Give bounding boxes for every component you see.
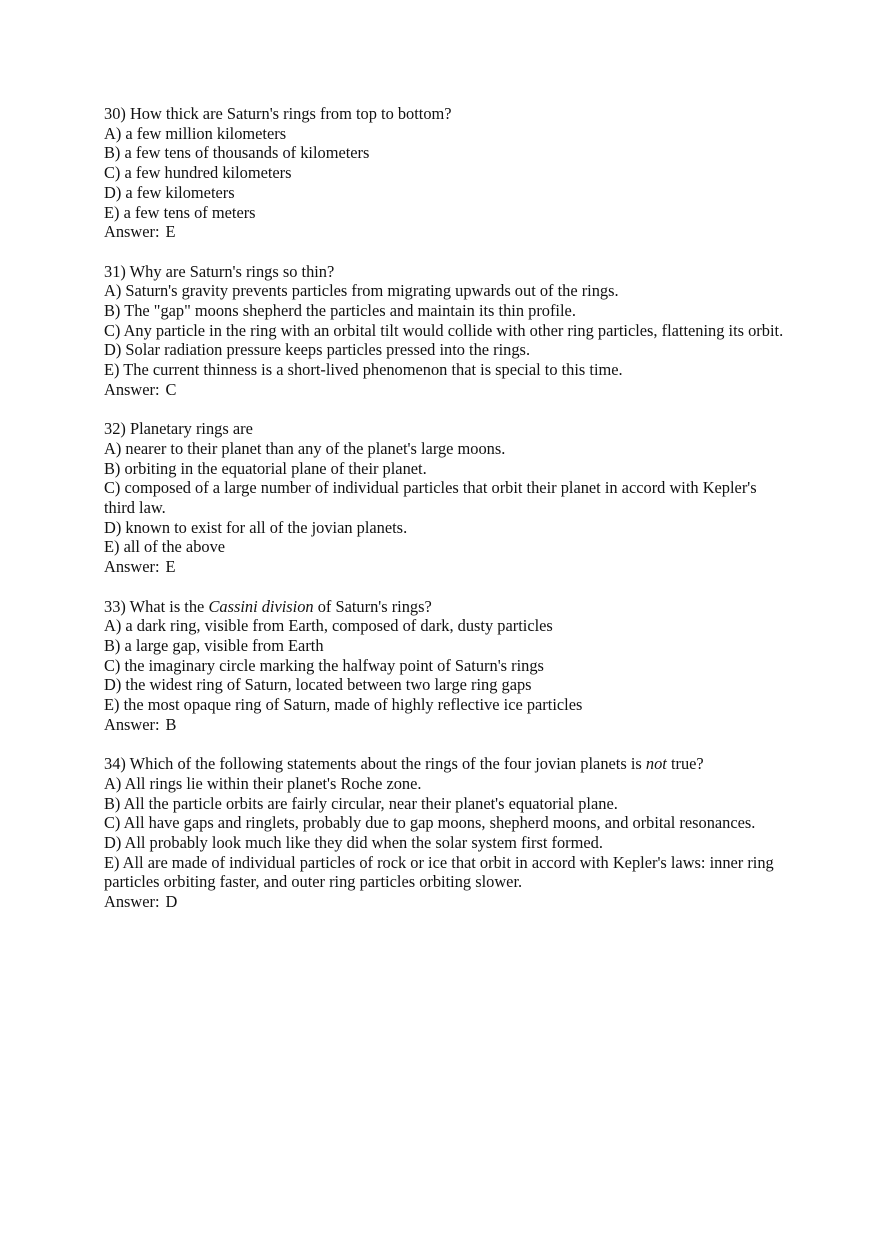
option-c: C) a few hundred kilometers xyxy=(104,163,292,183)
question-list xyxy=(104,104,784,931)
option-d: D) the widest ring of Saturn, located between two large ring gaps xyxy=(104,675,532,695)
question-stem xyxy=(104,262,784,282)
answer-value: C xyxy=(165,379,177,399)
option-a: A) a dark ring, visible from Earth, composed of dark, dusty particles xyxy=(104,616,553,636)
question-stem xyxy=(104,597,784,617)
option-e: E) a few tens of meters xyxy=(104,202,256,222)
question-text: How thick are Saturn's rings from top to bottom? xyxy=(129,104,452,123)
option-d: D) All probably look much like they did when the solar system first formed. xyxy=(104,832,603,852)
question-number: 33) xyxy=(104,596,126,616)
question-text-italic: Cassini division xyxy=(208,596,314,616)
answer-value: E xyxy=(165,557,176,577)
question-30 xyxy=(104,104,784,242)
answer-label: Answer: xyxy=(104,379,160,399)
question-stem xyxy=(104,419,784,439)
question-number: 31) xyxy=(104,261,126,281)
option-d: D) a few kilometers xyxy=(104,182,235,202)
question-stem xyxy=(104,754,784,774)
question-text-after: true? xyxy=(670,754,704,774)
question-31 xyxy=(104,262,784,400)
question-stem xyxy=(104,104,784,124)
question-text: Why are Saturn's rings so thin? xyxy=(129,261,335,281)
option-c: C) All have gaps and ringlets, probably due to gap moons, shepherd moons, and orbital resonances. xyxy=(104,813,756,833)
option-a: A) Saturn's gravity prevents particles from migrating upwards out of the rings. xyxy=(104,281,619,301)
option-a: A) All rings lie within their planet's Roche zone. xyxy=(104,773,422,793)
option-e: E) The current thinness is a short-lived phenomenon that is special to this time. xyxy=(104,360,623,380)
question-text-italic: not xyxy=(645,754,667,774)
answer-value: B xyxy=(165,714,177,734)
question-32 xyxy=(104,419,784,577)
answer-label: Answer: xyxy=(104,714,160,734)
answer-value: E xyxy=(165,222,176,242)
option-c: C) Any particle in the ring with an orbital tilt would collide with other ring particles, flattening its orbit. xyxy=(104,320,784,340)
question-number: 32) xyxy=(104,419,126,439)
option-a: A) a few million kilometers xyxy=(104,123,287,143)
option-a: A) nearer to their planet than any of the planet's large moons. xyxy=(104,438,506,458)
answer-label: Answer: xyxy=(104,222,160,242)
option-d: D) Solar radiation pressure keeps particles pressed into the rings. xyxy=(104,340,531,360)
answer-line xyxy=(104,222,784,242)
question-text-before: Which of the following statements about the rings of the four jovian planets is xyxy=(129,754,642,774)
question-text-before: What is the xyxy=(129,596,205,616)
question-text-after: of Saturn's rings? xyxy=(317,596,432,616)
question-33 xyxy=(104,597,784,735)
option-b: B) The "gap" moons shepherd the particles and maintain its thin profile. xyxy=(104,301,576,321)
answer-label: Answer: xyxy=(104,557,160,577)
option-e: E) the most opaque ring of Saturn, made of highly reflective ice particles xyxy=(104,695,583,715)
answer-line xyxy=(104,892,784,912)
option-b: B) orbiting in the equatorial plane of their planet. xyxy=(104,458,427,478)
option-d: D) known to exist for all of the jovian planets. xyxy=(104,517,408,537)
question-text: Planetary rings are xyxy=(129,419,253,439)
option-e: E) All are made of individual particles of rock or ice that orbit in accord with Kepler's laws: inner ring particles orbiting faster, and outer ring particles orbiting slower. xyxy=(104,852,774,892)
answer-value: D xyxy=(165,892,178,912)
answer-label: Answer: xyxy=(104,892,160,912)
answer-line xyxy=(104,557,784,577)
answer-line xyxy=(104,380,784,400)
option-c: C) the imaginary circle marking the halfway point of Saturn's rings xyxy=(104,655,544,675)
option-b: B) a large gap, visible from Earth xyxy=(104,635,324,655)
option-e: E) all of the above xyxy=(104,537,226,557)
question-number: 34) xyxy=(104,754,126,774)
question-number: 30) xyxy=(104,104,126,123)
option-b: B) All the particle orbits are fairly circular, near their planet's equatorial plane. xyxy=(104,793,618,813)
option-b: B) a few tens of thousands of kilometers xyxy=(104,143,370,163)
question-34 xyxy=(104,754,784,912)
answer-line xyxy=(104,715,784,735)
option-c: C) composed of a large number of individual particles that orbit their planet in accord with Kepler's third law. xyxy=(104,478,757,518)
